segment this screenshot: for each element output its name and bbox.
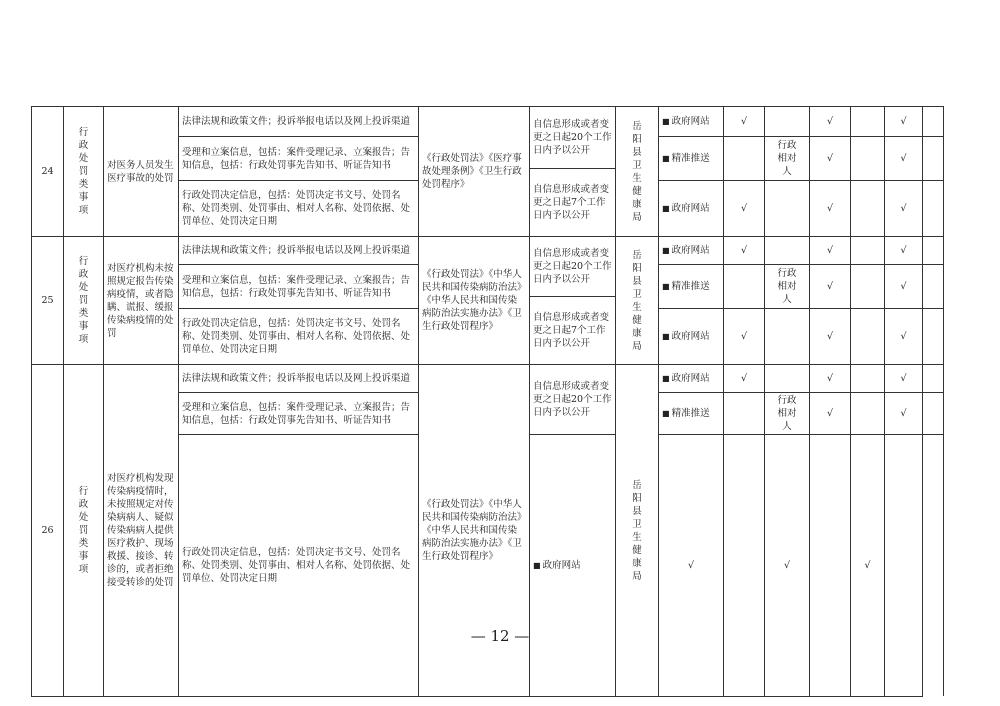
content-cell: 法律法规和政策文件；投诉举报电话以及网上投诉渠道: [179, 237, 419, 265]
content-cell: 法律法规和政策文件；投诉举报电话以及网上投诉渠道: [179, 365, 419, 393]
basis-cell: 《行政处罚法》《中华人民共和国传染病防治法》《中华人民共和国传染病防治法实施办法》《卫生行政处罚程序》: [419, 237, 530, 365]
check-mark: √: [659, 435, 724, 697]
check-mark: √: [885, 237, 923, 265]
subject-cell: 对医疗机构未按照规定报告传染病疫情，或者隐瞒、谎报、缓报传染病疫情的处罚: [104, 237, 179, 365]
scope-cell: [765, 181, 810, 237]
department-cell: 岳阳县卫生健康局: [616, 107, 659, 237]
empty-cell: [923, 309, 944, 365]
scope-cell: [724, 435, 765, 697]
scope-cell: 行政相对人: [765, 393, 810, 435]
category-cell: 行政处罚类事项: [64, 107, 104, 237]
channel-website: ■ 政府网站: [659, 237, 724, 265]
content-cell: 行政处罚决定信息，包括：处罚决定书文号、处罚名称、处罚类别、处罚事由、相对人名称、处罚依据、处罚单位、处罚决定日期: [179, 435, 419, 697]
scope-cell: [765, 237, 810, 265]
empty-cell: [851, 181, 885, 237]
time-cell: 自信息形成或者变更之日起7个工作日内予以公开: [530, 169, 616, 237]
department-cell: 岳阳县卫生健康局: [616, 365, 659, 697]
row-number: 24: [32, 107, 64, 237]
subject-cell: 对医务人员发生医疗事故的处罚: [104, 107, 179, 237]
table-row: [32, 365, 944, 393]
table-row: [32, 107, 944, 137]
scope-cell: [765, 365, 810, 393]
check-mark: √: [810, 365, 851, 393]
empty-cell: [851, 107, 885, 137]
empty-cell: [885, 435, 923, 697]
empty-cell: [851, 237, 885, 265]
check-mark: √: [885, 137, 923, 181]
empty-cell: [923, 265, 944, 309]
empty-cell: [923, 181, 944, 237]
empty-cell: [851, 393, 885, 435]
check-mark: √: [885, 309, 923, 365]
page-number: — 12 —: [470, 627, 530, 645]
scope-cell: [765, 309, 810, 365]
check-mark: √: [810, 393, 851, 435]
empty-cell: [923, 107, 944, 137]
empty-cell: [851, 265, 885, 309]
check-mark: √: [810, 265, 851, 309]
content-cell: 法律法规和政策文件；投诉举报电话以及网上投诉渠道: [179, 107, 419, 137]
content-cell: 行政处罚决定信息，包括：处罚决定书文号、处罚名称、处罚类别、处罚事由、相对人名称、处罚依据、处罚单位、处罚决定日期: [179, 309, 419, 365]
subject-cell: 对医疗机构发现传染病疫情时，未按照规定对传染病病人、疑似传染病病人提供医疗救护、现场救援、接诊、转诊的，或者拒绝接受转诊的处罚: [104, 365, 179, 697]
content-cell: 受理和立案信息，包括：案件受理记录、立案报告；告知信息，包括：行政处罚事先告知书、听证告知书: [179, 265, 419, 309]
empty-cell: [724, 393, 765, 435]
department-cell: 岳阳县卫生健康局: [616, 237, 659, 365]
basis-cell: 《行政处罚法》《中华人民共和国传染病防治法》《中华人民共和国传染病防治法实施办法》《卫生行政处罚程序》: [419, 365, 530, 697]
check-mark: √: [885, 107, 923, 137]
channel-push: ■ 精准推送: [659, 137, 724, 181]
row-number: 26: [32, 365, 64, 697]
empty-cell: [923, 137, 944, 181]
check-mark: √: [810, 137, 851, 181]
check-mark: √: [885, 393, 923, 435]
check-mark: √: [851, 435, 885, 697]
time-cell: 自信息形成或者变更之日起7个工作日内予以公开: [530, 297, 616, 365]
scope-cell: [765, 107, 810, 137]
table-row: [32, 237, 944, 265]
empty-cell: [851, 137, 885, 181]
content-cell: 行政处罚决定信息，包括：处罚决定书文号、处罚名称、处罚类别、处罚事由、相对人名称、处罚依据、处罚单位、处罚决定日期: [179, 181, 419, 237]
channel-website: ■ 政府网站: [530, 435, 616, 697]
time-cell: 自信息形成或者变更之日起20个工作日内予以公开: [530, 237, 616, 297]
check-mark: √: [885, 181, 923, 237]
check-mark: √: [724, 365, 765, 393]
check-mark: √: [810, 181, 851, 237]
channel-website: ■ 政府网站: [659, 365, 724, 393]
check-mark: √: [765, 435, 810, 697]
time-cell: 自信息形成或者变更之日起20个工作日内予以公开: [530, 107, 616, 169]
channel-website: ■ 政府网站: [659, 309, 724, 365]
empty-cell: [724, 265, 765, 309]
check-mark: √: [724, 107, 765, 137]
check-mark: √: [810, 309, 851, 365]
content-cell: 受理和立案信息，包括：案件受理记录、立案报告；告知信息，包括：行政处罚事先告知书、听证告知书: [179, 393, 419, 435]
check-mark: √: [724, 181, 765, 237]
empty-cell: [851, 365, 885, 393]
empty-cell: [724, 137, 765, 181]
empty-cell: [923, 237, 944, 265]
channel-push: ■ 精准推送: [659, 393, 724, 435]
category-cell: 行政处罚类事项: [64, 365, 104, 697]
basis-cell: 《行政处罚法》《医疗事故处理条例》《卫生行政处罚程序》: [419, 107, 530, 237]
time-cell: 自信息形成或者变更之日起20个工作日内予以公开: [530, 365, 616, 435]
content-cell: 受理和立案信息，包括：案件受理记录、立案报告；告知信息，包括：行政处罚事先告知书、听证告知书: [179, 137, 419, 181]
channel-website: ■ 政府网站: [659, 181, 724, 237]
empty-cell: [923, 365, 944, 393]
check-mark: √: [885, 265, 923, 309]
scope-cell: 行政相对人: [765, 137, 810, 181]
check-mark: √: [724, 237, 765, 265]
check-mark: √: [810, 237, 851, 265]
channel-website: ■ 政府网站: [659, 107, 724, 137]
disclosure-table: [31, 106, 944, 697]
empty-cell: [851, 309, 885, 365]
empty-cell: [810, 435, 851, 697]
check-mark: √: [724, 309, 765, 365]
check-mark: √: [810, 107, 851, 137]
row-number: 25: [32, 237, 64, 365]
category-cell: 行政处罚类事项: [64, 237, 104, 365]
check-mark: √: [885, 365, 923, 393]
scope-cell: 行政相对人: [765, 265, 810, 309]
empty-cell: [923, 393, 944, 435]
channel-push: ■ 精准推送: [659, 265, 724, 309]
